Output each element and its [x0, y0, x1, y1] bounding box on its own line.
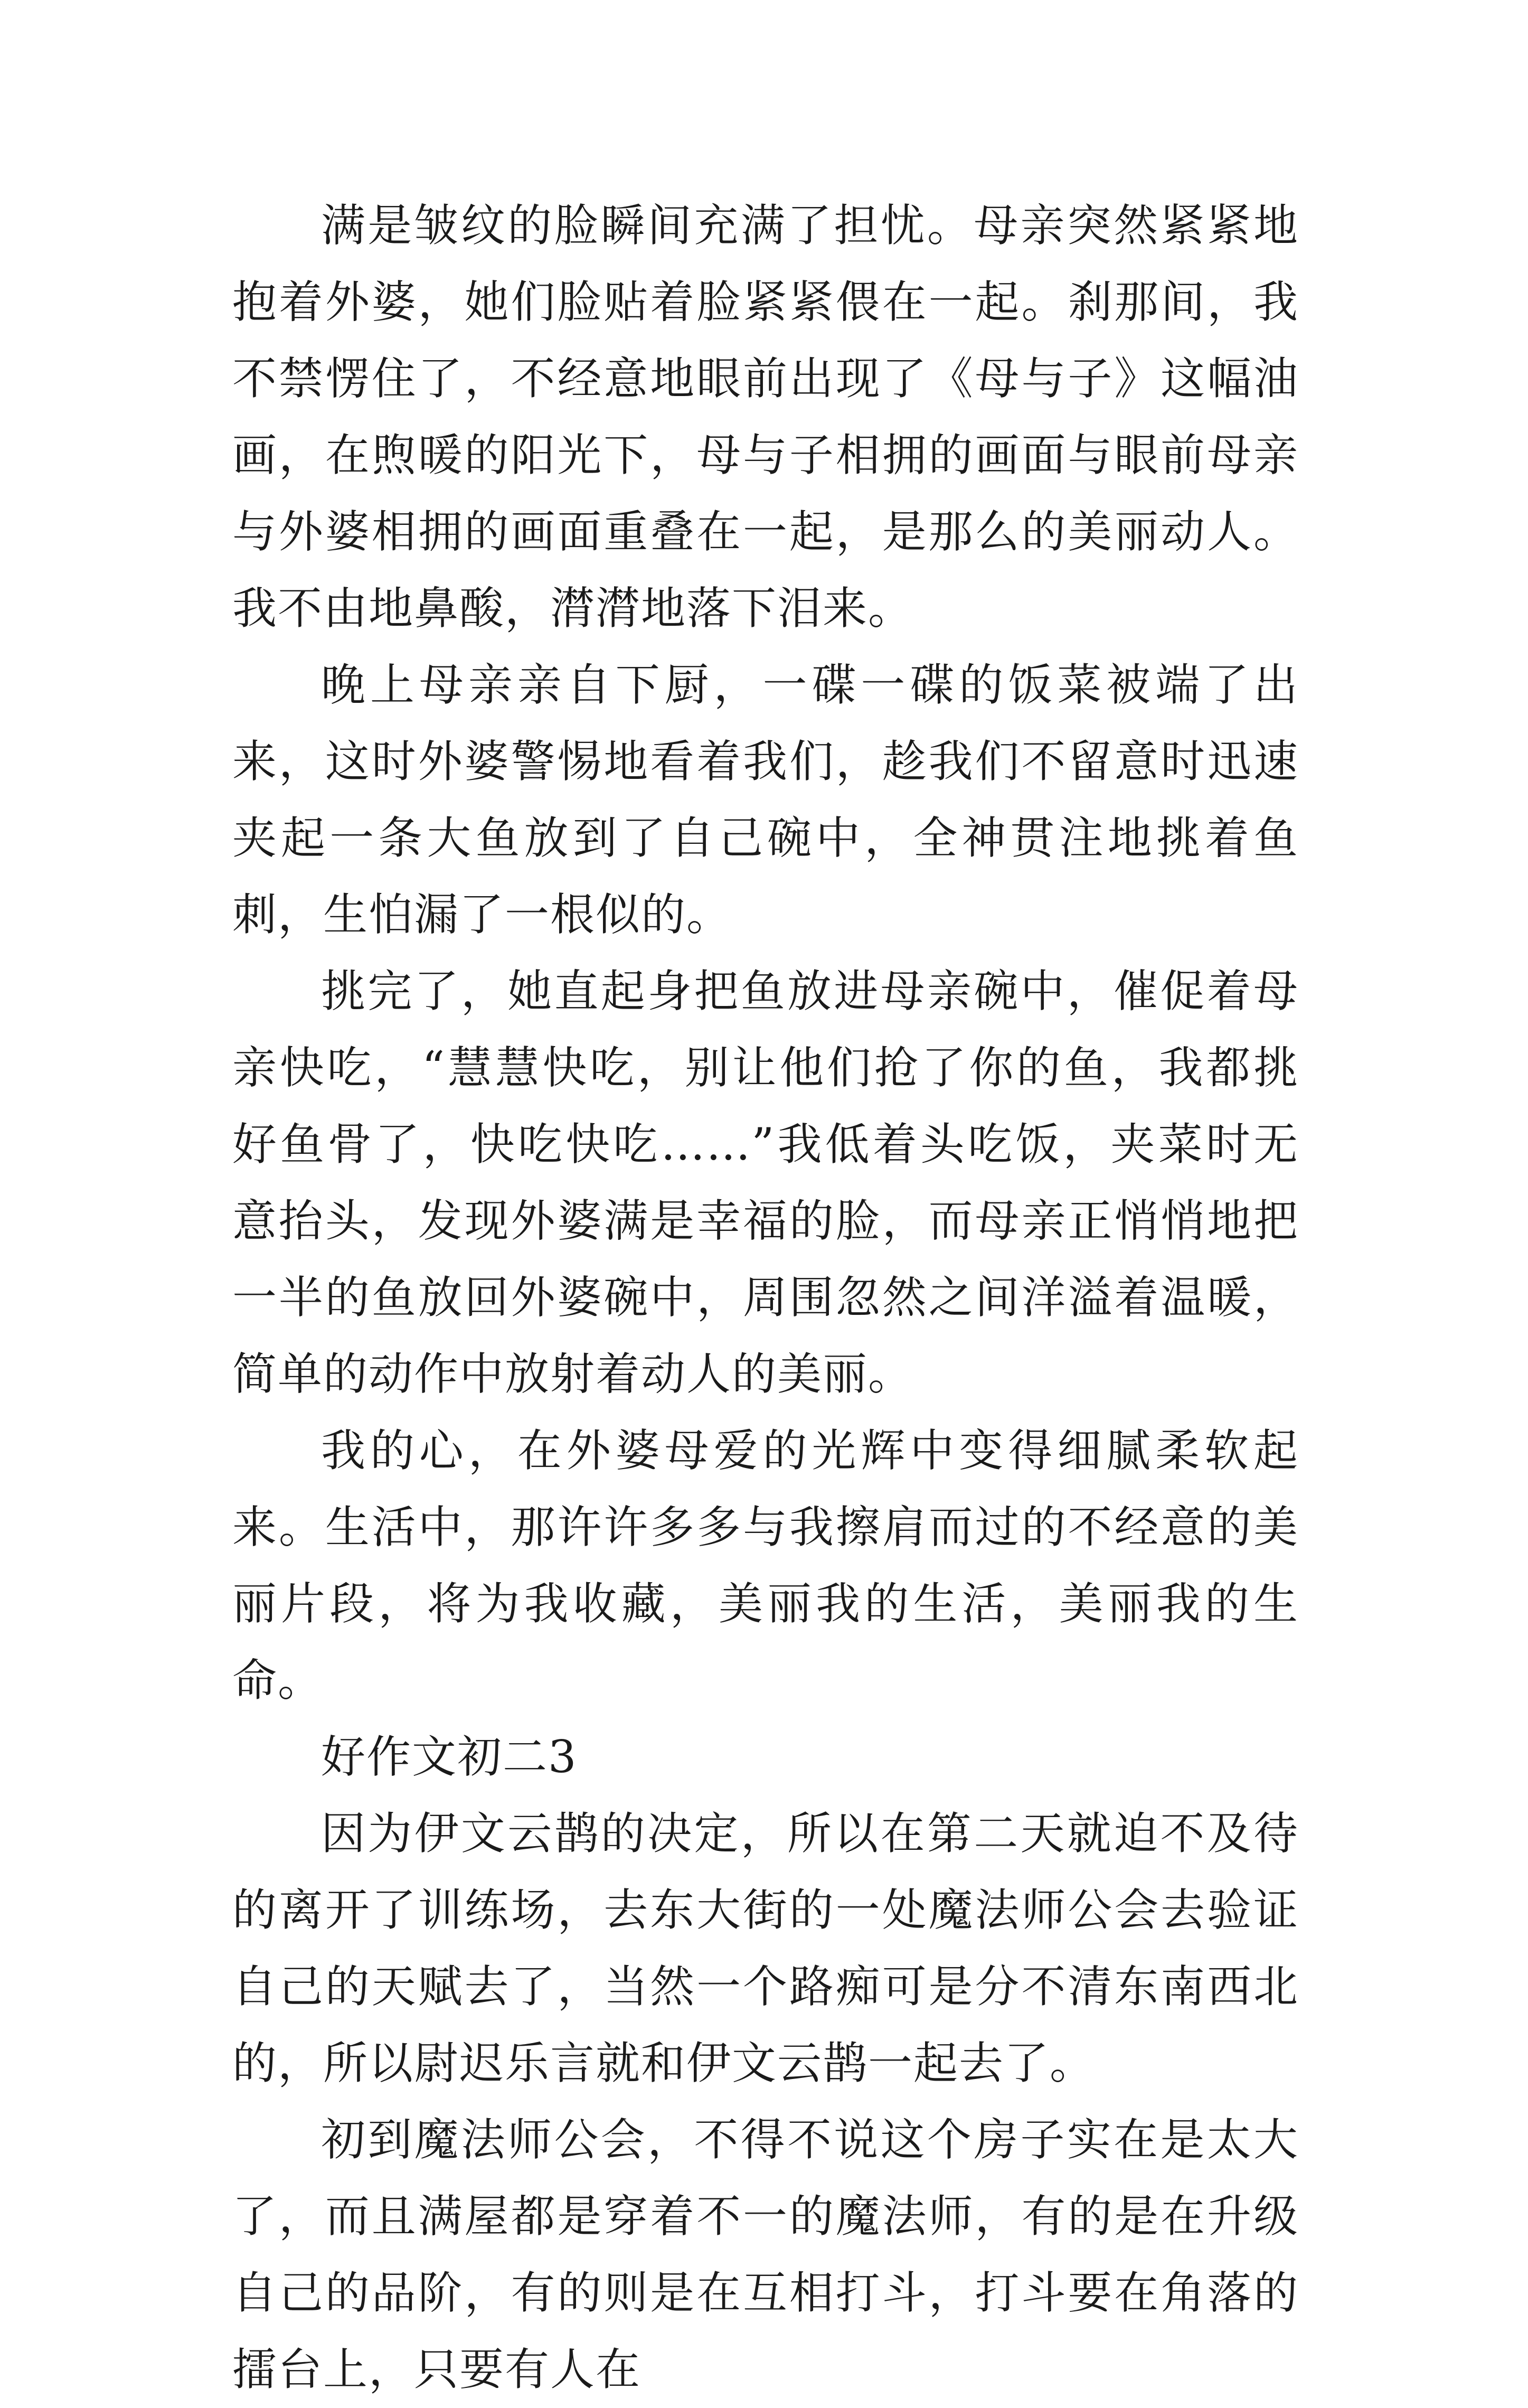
paragraph-2: 晚上母亲亲自下厨，一碟一碟的饭菜被端了出来，这时外婆警惕地看着我们，趁我们不留意时迅速夹起一条大鱼放到了自己碗中，全神贯注地挑着鱼刺，生怕漏了一根似的。 [232, 659, 1299, 940]
paragraph-1: 满是皱纹的脸瞬间充满了担忧。母亲突然紧紧地抱着外婆，她们脸贴着脸紧紧偎在一起。刹那间，我不禁愣住了，不经意地眼前出现了《母与子》这幅油画，在煦暖的阳光下，母与子相拥的画面与眼前母亲与外婆相拥的画面重叠在一起，是那么的美丽动人。我不由地鼻酸，潸潸地落下泪来。 [232, 200, 1299, 634]
section-heading: 好作文初二3 [321, 1731, 578, 1783]
paragraph-3: 挑完了，她直起身把鱼放进母亲碗中，催促着母亲快吃，“慧慧快吃，别让他们抢了你的鱼，我都挑好鱼骨了，快吃快吃……”我低着头吃饭，夹菜时无意抬头，发现外婆满是幸福的脸，而母亲正悄悄地把一半的鱼放回外婆碗中，周围忽然之间洋溢着温暖，简单的动作中放射着动人的美丽。 [232, 965, 1299, 1400]
paragraph-4: 我的心，在外婆母爱的光辉中变得细腻柔软起来。生活中，那许许多多与我擦肩而过的不经意的美丽片段，将为我收藏，美丽我的生活，美丽我的生命。 [232, 1425, 1299, 1706]
paragraph-6: 初到魔法师公会，不得不说这个房子实在是太大了，而且满屋都是穿着不一的魔法师，有的是在升级自己的品阶，有的则是在互相打斗，打斗要在角落的擂台上，只要有人在 [232, 2114, 1299, 2395]
paragraph-5: 因为伊文云鹊的决定，所以在第二天就迫不及待的离开了训练场，去东大街的一处魔法师公会去验证自己的天赋去了，当然一个路痴可是分不清东南西北的，所以尉迟乐言就和伊文云鹊一起去了。 [232, 1808, 1299, 2089]
document-body [232, 187, 1299, 2408]
